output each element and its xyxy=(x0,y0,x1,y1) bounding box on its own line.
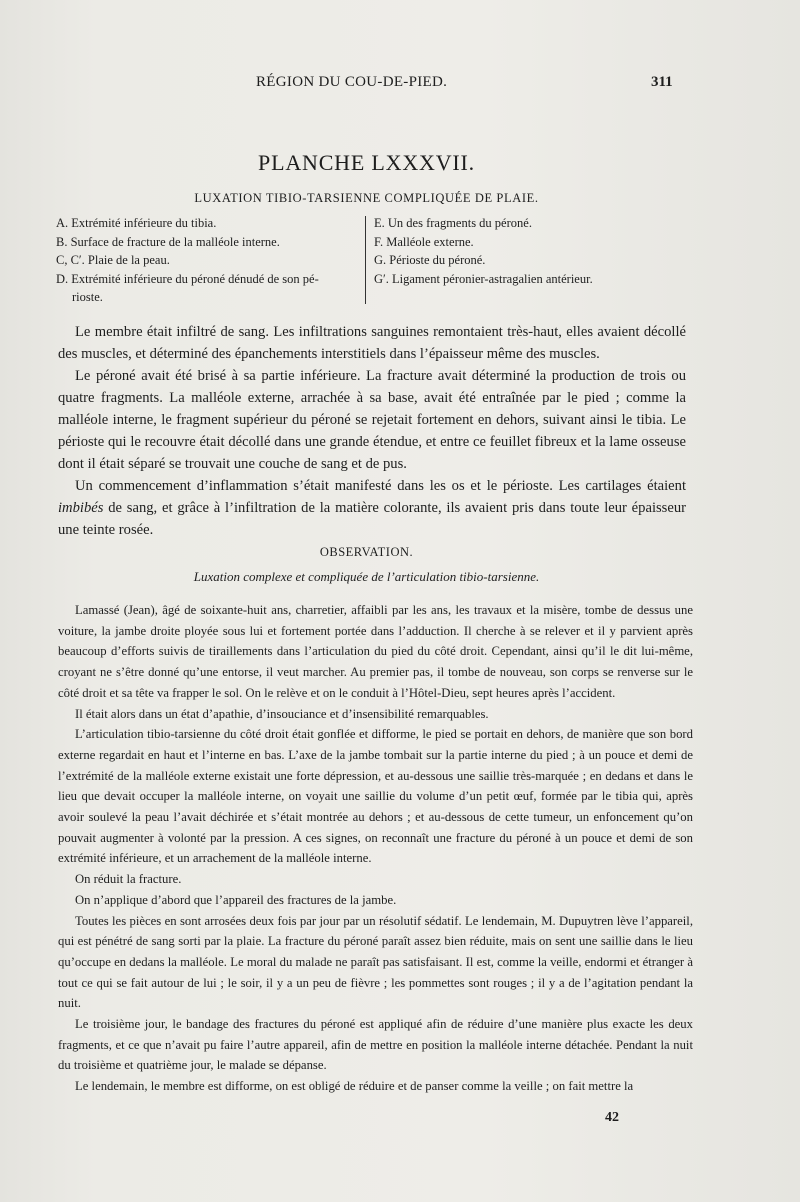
legend-item-b: B. Surface de fracture de la malléole interne. xyxy=(56,234,280,249)
legend-item-f: F. Malléole externe. xyxy=(374,234,474,249)
paragraph xyxy=(58,475,686,541)
paragraph: On n’applique d’abord que l’appareil des fractures de la jambe. xyxy=(75,892,397,907)
description-text xyxy=(58,321,686,541)
legend-item-g-prime: G′. Ligament péronier-astragalien antérieur. xyxy=(374,271,593,286)
observation-title: OBSERVATION. xyxy=(319,545,414,559)
paragraph: Le troisième jour, le bandage des fractures du péroné est appliqué afin de réduire d’une manière plus exacte les deux fragments, et ce que n’avait pu faire l’autre appareil, afin de mettre en position la malléole interne détachée. Pendant la nuit du troisième et quatrième jour, le malade se dépanse. xyxy=(58,1017,693,1073)
legend-item-d: D. Extrémité inférieure du péroné dénudé de son pé- xyxy=(56,271,319,286)
paragraph: Lamassé (Jean), âgé de soixante-huit ans, charretier, affaibli par les ans, les travaux et la misère, tombe de dessus une voiture, la jambe droite ployée sous lui et fortement portée dans l’adduction. Il cherche à se relever et il y parvient après beaucoup d’efforts suivis de tiraillements dans l’articulation du pied du côté droit. Cependant, ainsi qu’il le dit lui-même, croyant ne s’être donné qu’une entorse, il veut marcher. Au premier pas, il tombe de nouveau, son corps se renverse sur le côté droit et sa tête va frapper le sol. On le relève et on le conduit à l’Hôtel-Dieu, sept heures après l’accident. xyxy=(58,603,693,700)
observation-subtitle: Luxation complexe et compliquée de l’articulation tibio-tarsienne. xyxy=(193,569,540,584)
legend-divider xyxy=(365,216,366,304)
page-header xyxy=(0,74,800,96)
legend-right-column xyxy=(374,214,686,288)
paragraph-text: Un commencement d’inflammation s’était manifesté dans les os et le périoste. Les cartilages étaient xyxy=(75,478,686,494)
figure-legend xyxy=(56,214,684,306)
paragraph: On réduit la fracture. xyxy=(75,872,182,887)
observation-text xyxy=(58,600,693,1097)
paragraph: Le lendemain, le membre est difforme, on est obligé de réduire et de panser comme la veille ; on fait mettre la xyxy=(75,1079,634,1094)
page-number: 311 xyxy=(651,74,673,90)
paragraph: Toutes les pièces en sont arrosées deux fois par jour par un résolutif sédatif. Le lendemain, M. Dupuytren lève l’appareil, qui est pénétré de sang sorti par la plaie. La fracture du péroné paraît assez bien réduite, mais on sent une saillie dans le lieu qu’occupe en dedans la malléole. Le moral du malade ne paraît pas satisfaisant. Il est, comme la veille, endormi et étranger à tout ce qui se fait autour de lui ; le soir, il y a un peu de fièvre ; les pommettes sont rouges ; il y a de l’agitation pendant la nuit. xyxy=(58,913,693,1011)
legend-item-a: A. Extrémité inférieure du tibia. xyxy=(56,216,217,230)
paragraph: Il était alors dans un état d’apathie, d’insouciance et d’insensibilité remarquables. xyxy=(75,706,489,721)
legend-item-e: E. Un des fragments du péroné. xyxy=(374,216,532,230)
signature-mark: 42 xyxy=(605,1110,619,1125)
plate-subtitle: LUXATION TIBIO-TARSIENNE COMPLIQUÉE DE PLAIE. xyxy=(194,191,539,205)
paragraph: L’articulation tibio-tarsienne du côté droit était gonflée et difforme, le pied se portait en dehors, de manière que son bord externe regardait en haut et l’interne en bas. L’axe de la jambe tombait sur la partie interne du pied ; à un pouce et demi de l’extrémité de la malléole externe existait une forte dépression, et au-dessous une saillie très-marquée ; en dedans et dans le lieu que devait occuper la malléole interne, on voyait une saillie du volume d’un petit œuf, formée par le tibia qui, après avoir soulevé la peau l’avait déchirée et s’était montrée au dehors ; et au-dessous de cette tumeur, un enfoncement qu’on pouvait augmenter à volonté par la pression. A ces signes, on reconnaît une fracture du péroné à un pouce et demi de son extrémité inférieure, et un arrachement de la malléole interne. xyxy=(58,727,693,866)
paragraph-text: de sang, et grâce à l’infiltration de la matière colorante, ils avaient pris dans toute leur épaisseur une teinte rosée. xyxy=(58,500,686,538)
italic-term: imbibés xyxy=(58,500,104,516)
legend-item-c: C, C′. Plaie de la peau. xyxy=(56,253,170,267)
legend-left-column xyxy=(56,214,356,307)
legend-item-d-continued: rioste. xyxy=(72,290,103,304)
legend-item-g: G. Périoste du péroné. xyxy=(374,253,486,267)
plate-title: PLANCHE LXXXVII. xyxy=(258,150,475,175)
running-head: RÉGION DU COU-DE-PIED. xyxy=(256,74,448,90)
paragraph: Le péroné avait été brisé à sa partie inférieure. La fracture avait déterminé la production de trois ou quatre fragments. La malléole externe, arrachée à sa base, avait été entraînée par le pied ; comme la malléole interne, le fragment supérieur du péroné se rejetait fortement en dehors, suivant ainsi le tibia. Le périoste qui le recouvre était décollé dans une grande étendue, et entre ce feuillet fibreux et la lame osseuse dont il était séparé se trouvait une couche de sang et de pus. xyxy=(58,368,686,472)
paragraph: Le membre était infiltré de sang. Les infiltrations sanguines remontaient très-haut, elles avaient décollé des muscles, et déterminé des épanchements interstitiels dans l’épaisseur même des muscles. xyxy=(58,324,686,362)
